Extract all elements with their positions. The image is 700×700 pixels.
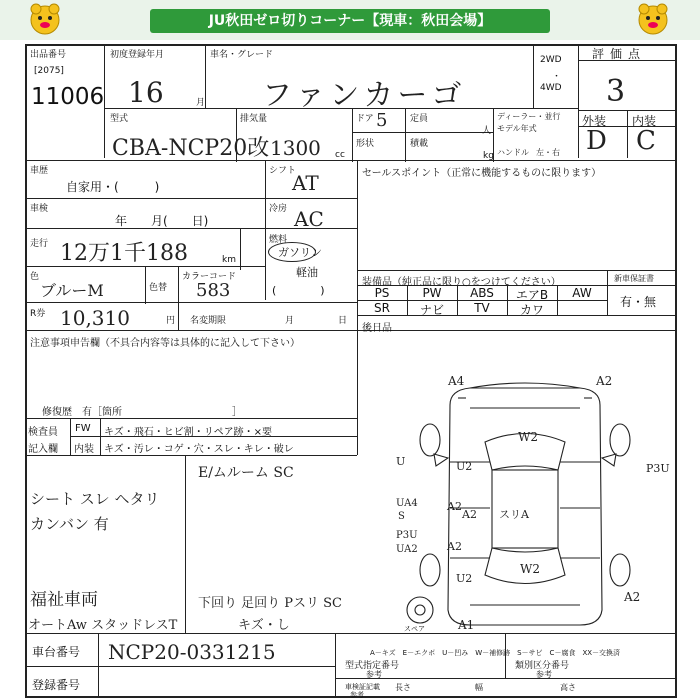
mark-a2-center: A2 [462,508,477,521]
recycle-unit: 円 [166,316,176,326]
sales-point-label: セールスポイント（正常に機能するものに限ります） [362,168,602,179]
type-designation-note: 参考 [366,670,382,679]
cert-label: 車検証記載 [345,683,380,691]
registration-month: 月 [196,98,206,108]
grade-value: 3 [606,74,626,109]
load-label: 積載 [410,139,429,149]
model-label: 型式 [110,114,129,124]
mileage-unit: km [222,255,236,265]
lot-sub: [2075] [34,66,64,76]
note-welfare: 福祉車両 [30,590,98,610]
displacement-unit: cc [335,150,345,160]
later-docs-label: 後日品 [362,323,392,334]
exterior-label: 外装 [582,114,607,128]
mark-a2-low: A2 [447,540,462,553]
interior-grade: C [636,126,656,156]
car-name-label: 車名・グレード [210,50,274,60]
equipment-cell-r1-3: エアB [515,288,549,302]
mark-u2: U2 [456,460,473,473]
dim-width: 幅 [475,683,483,692]
displacement-value: 1300 [270,136,321,160]
mark-w2-front: W2 [518,430,538,444]
mascot-right-icon [636,2,670,36]
color-code: 583 [196,280,231,301]
name-change-label: 名変期限 [190,316,227,326]
shape-label: 形状 [356,139,375,149]
registration-label: 初度登録年月 [110,50,165,60]
inspector-label: 検査員 [28,427,58,438]
aircon-value: AC [294,207,324,231]
equipment-cell-r2-3: カワ [519,303,544,317]
name-change-month: 月 [285,316,295,326]
mark-u2-low: U2 [456,572,473,585]
equipment-cell-r1-1: PW [422,286,442,300]
handle-left-right: 左・右 [536,148,560,157]
shift-label: シフト [269,166,297,176]
drive-4wd: 4WD [540,83,562,93]
usage-value: 自家用・( ) [66,180,160,194]
color-label: 色 [30,272,40,282]
notes-label: 注意事項申告欄（不具合内容等は具体的に記入して下さい） [30,338,300,349]
interior-notes-label: 内装 [74,444,94,455]
inspector-label-2: 記入欄 [28,444,58,455]
mark-a2-top: A2 [596,374,613,388]
exterior-grade: D [586,126,607,156]
aircon-label: 冷房 [269,204,288,214]
displacement-label: 排気量 [240,114,268,124]
fw-label: FW [75,423,91,434]
car-name-value: ファンカーゴ [262,78,466,113]
lot-number: 11006 [31,84,105,110]
type-designation-label: 型式指定番号 [345,661,400,671]
dim-height: 高さ [560,683,576,692]
equipment-cell-r2-0: SR [374,301,390,315]
mark-w2-rear: W2 [520,562,540,576]
interior-label: 内装 [632,114,657,128]
inspection-value: 年 月( 日) [115,214,209,228]
note-scratch: キズ・し [238,618,290,633]
equipment-cell-r1-4: AW [572,286,592,300]
dealer-label: ディーラー・並行 [497,112,561,121]
lot-label: 出品番号 [30,50,67,60]
note-engine: E/ムルーム SC [198,465,294,481]
handle-label: ハンドル [497,148,529,157]
drive-dot: ・ [552,72,562,82]
note-seat: シート スレ ヘタリ [30,490,160,508]
damage-legend: A－キズ E－エクボ U－凹み W－補修跡 S－サビ C－腐食 XX－交換済 [370,649,621,657]
mark-a1: A1 [458,618,475,632]
grade-label: 評価点 [592,47,647,61]
fuel-gasoline: ガソリン [278,246,322,259]
mileage-value: 12万1千188 [60,241,188,266]
mark-p3u-right: P3U [646,462,670,475]
color-value: ブルーM [40,281,104,300]
note-auto-step: オートAw スタッドレスT [28,618,178,633]
drive-2wd: 2WD [540,55,562,65]
fuel-label: 燃料 [269,235,288,245]
class-number-note: 参考 [536,670,552,679]
warranty-value: 有・無 [620,295,657,309]
fuel-diesel: 軽油 [296,266,318,279]
equipment-cell-r1-2: ABS [470,286,494,300]
inspection-label: 車検 [30,204,49,214]
note-canvas: カンバン 有 [30,515,109,533]
registration-year: 16 [128,76,164,109]
mark-suria: スリA [499,508,529,521]
chassis-label: 車台番号 [32,645,81,659]
note-undercarriage: 下回り 足回り Pスリ SC [198,596,342,611]
mark-ua2: UA2 [396,544,418,555]
model-year-label: モデル年式 [497,124,537,133]
model-value: CBA-NCP20改 [112,136,270,161]
mileage-label: 走行 [30,239,49,249]
fw-items: キズ・飛石・ヒビ割・リペア跡・×要 [104,427,272,438]
equipment-cell-r2-1: ナビ [419,303,444,317]
capacity-label: 定員 [410,114,429,124]
mark-a2-bottom-right: A2 [624,590,641,604]
class-number-label: 類別区分番号 [515,661,570,671]
load-unit: kg [483,151,494,161]
warranty-label: 新車保証書 [614,274,654,283]
fuel-other: ( ) [272,284,325,297]
mark-s: S [398,511,405,522]
mascot-left-icon [28,2,62,36]
mark-u-left: U [396,455,406,468]
equipment-label: 装備品（純正品に限り○をつけてください） [362,277,561,288]
doors-value: 5 [376,110,388,131]
mark-a2-mid: A2 [447,500,462,513]
recycle-label: R券 [30,309,46,319]
reg-number-label: 登録番号 [32,678,81,692]
name-change-day: 日 [338,316,348,326]
equipment-cell-r2-2: TV [474,301,490,315]
color-change-label: 色替 [149,283,168,293]
usage-label: 車歴 [30,166,49,176]
page-title: JU秋田ゼロ切りコーナー【現車：秋田会場】 [150,9,550,33]
capacity-unit: 人 [482,126,492,136]
dim-length: 長さ [395,683,411,692]
spare-label: スペア [404,625,425,633]
car-damage-diagram [390,370,660,635]
repair-history: 修復歴 有［箇所 ］ [42,407,242,418]
mark-p3u-left: P3U [396,530,418,541]
recycle-value: 10,310 [60,306,130,330]
doors-label: ドア [356,114,374,124]
mark-a4-top: A4 [448,374,465,388]
equipment-cell-r1-0: PS [374,286,390,300]
dim-note: 参考 [350,691,364,699]
color-code-label: カラーコード [182,272,237,282]
chassis-value: NCP20-0331215 [108,640,276,664]
interior-items: キズ・汚レ・コゲ・穴・スレ・キレ・破レ [104,444,294,455]
mark-ua4: UA4 [396,498,418,509]
shift-value: AT [292,171,319,195]
